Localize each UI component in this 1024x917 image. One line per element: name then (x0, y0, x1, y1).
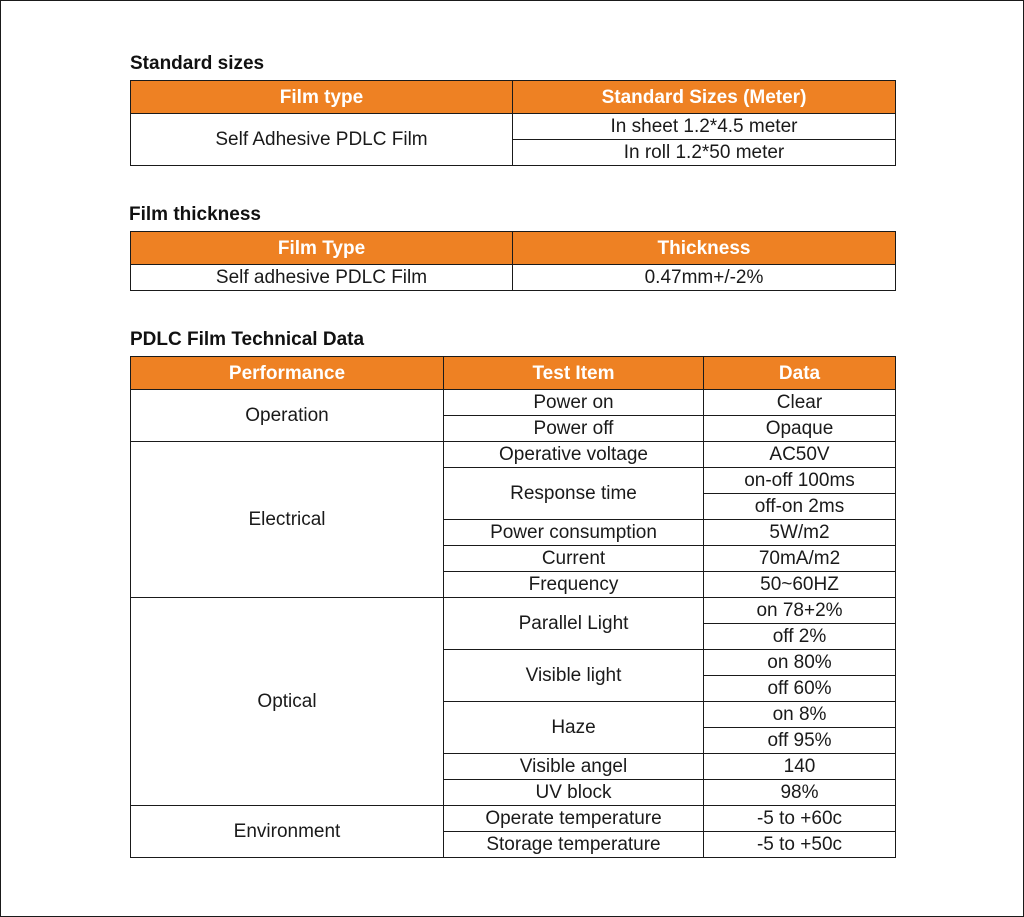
column-header: Standard Sizes (Meter) (513, 81, 896, 114)
column-header: Performance (131, 357, 444, 390)
table-row (131, 390, 896, 416)
data-cell: 140 (704, 754, 896, 780)
column-header: Film type (131, 81, 513, 114)
film-type-cell: Self adhesive PDLC Film (131, 265, 513, 291)
performance-cell: Operation (131, 390, 444, 442)
size-cell: In roll 1.2*50 meter (513, 140, 896, 166)
test-item-cell: Power consumption (444, 520, 704, 546)
table-header-row (131, 232, 896, 265)
test-item-cell: Operate temperature (444, 806, 704, 832)
test-item-cell: Visible light (444, 650, 704, 702)
data-cell: -5 to +50c (704, 832, 896, 858)
performance-cell: Optical (131, 598, 444, 806)
column-header: Data (704, 357, 896, 390)
data-cell: AC50V (704, 442, 896, 468)
table-header-row (131, 357, 896, 390)
performance-cell: Environment (131, 806, 444, 858)
table-header-row (131, 81, 896, 114)
data-cell: off 60% (704, 676, 896, 702)
column-header: Test Item (444, 357, 704, 390)
data-cell: 50~60HZ (704, 572, 896, 598)
table-row (131, 598, 896, 624)
test-item-cell: Current (444, 546, 704, 572)
table-row (131, 114, 896, 140)
data-cell: -5 to +60c (704, 806, 896, 832)
data-cell: off 2% (704, 624, 896, 650)
data-cell: on-off 100ms (704, 468, 896, 494)
data-cell: Clear (704, 390, 896, 416)
standard-sizes-table (130, 80, 896, 166)
test-item-cell: UV block (444, 780, 704, 806)
test-item-cell: Haze (444, 702, 704, 754)
test-item-cell: Visible angel (444, 754, 704, 780)
film-thickness-table (130, 231, 896, 291)
standard-sizes-heading: Standard sizes (130, 53, 265, 74)
film-type-cell: Self Adhesive PDLC Film (131, 114, 513, 166)
test-item-cell: Frequency (444, 572, 704, 598)
test-item-cell: Response time (444, 468, 704, 520)
data-cell: 70mA/m2 (704, 546, 896, 572)
performance-cell: Electrical (131, 442, 444, 598)
data-cell: off 95% (704, 728, 896, 754)
table-row (131, 265, 896, 291)
technical-data-table (130, 356, 896, 858)
table-row (131, 806, 896, 832)
thickness-cell: 0.47mm+/-2% (513, 265, 896, 291)
data-cell: off-on 2ms (704, 494, 896, 520)
data-cell: on 8% (704, 702, 896, 728)
data-cell: Opaque (704, 416, 896, 442)
data-cell: on 80% (704, 650, 896, 676)
test-item-cell: Operative voltage (444, 442, 704, 468)
test-item-cell: Storage temperature (444, 832, 704, 858)
data-cell: 5W/m2 (704, 520, 896, 546)
test-item-cell: Power on (444, 390, 704, 416)
data-cell: 98% (704, 780, 896, 806)
data-cell: on 78+2% (704, 598, 896, 624)
test-item-cell: Power off (444, 416, 704, 442)
technical-data-heading: PDLC Film Technical Data (130, 329, 365, 350)
test-item-cell: Parallel Light (444, 598, 704, 650)
table-row (131, 442, 896, 468)
film-thickness-heading: Film thickness (129, 204, 261, 225)
column-header: Thickness (513, 232, 896, 265)
size-cell: In sheet 1.2*4.5 meter (513, 114, 896, 140)
column-header: Film Type (131, 232, 513, 265)
